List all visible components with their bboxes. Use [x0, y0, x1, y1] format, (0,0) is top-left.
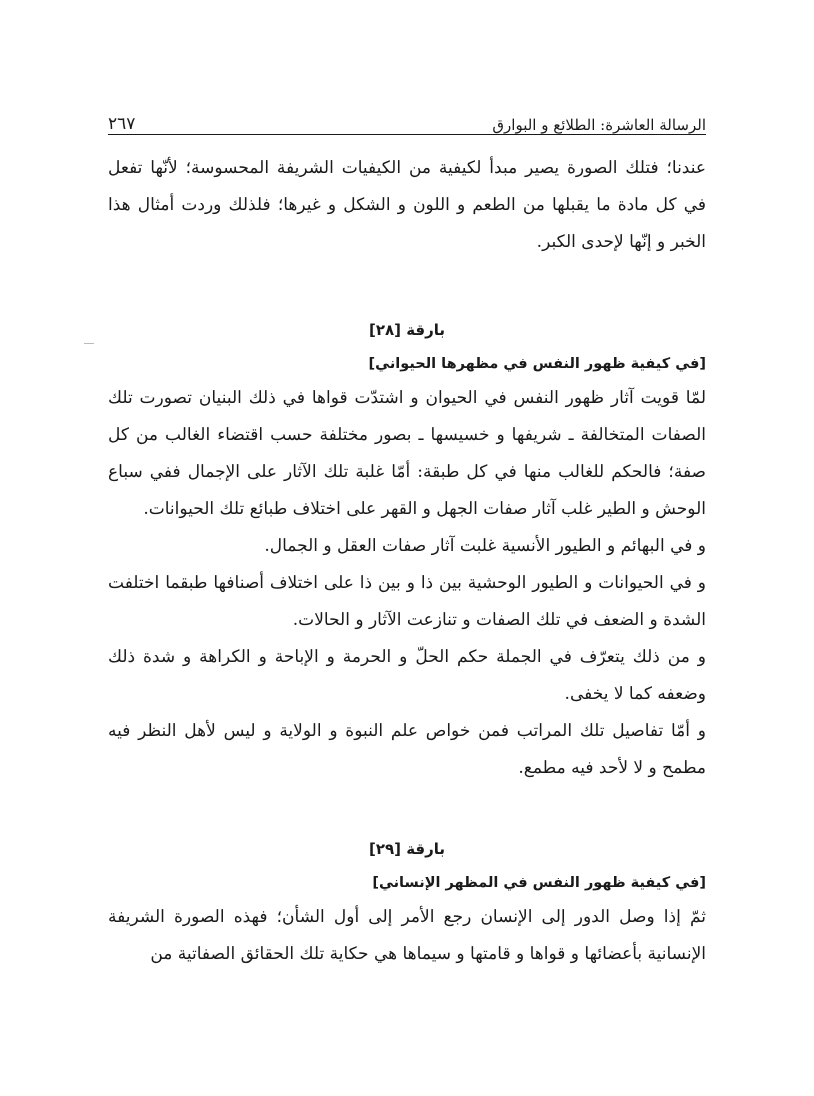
- scan-mark: [84, 343, 94, 348]
- section-28-title: بارقة [٢٨]: [368, 321, 446, 339]
- section-29-paragraph: ثمّ إذا وصل الدور إلى الإنسان رجع الأمر إلى أول الشأن؛ فهذه الصورة الشريفة الإنسانية بأعضائها و قواها و قامتها و سيماها هي حكاية تلك الحقائق الصفاتية من: [108, 907, 706, 964]
- header-rule: [108, 134, 706, 135]
- section-28-paragraph: و في البهائم و الطيور الأنسية غلبت آثار صفات العقل و الجمال.: [264, 536, 706, 556]
- section-28-paragraph: لمّا قويت آثار ظهور النفس في الحيوان و اشتدّت قواها في ذلك البنيان تصورت تلك الصفات المتخالفة ـ شريفها و خسيسها ـ بصور مختلفة حسب اقتضاء الغالب من كل صفة؛ فالحكم للغالب منها في كل طبقة: أمّا غلبة تلك الآثار على الإجمال ففي سباع الوحش و الطير غلب آثار صفات الجهل و القهر على اختلاف طبائع تلك الحيوانات.: [108, 388, 706, 519]
- section-28-paragraph: و أمّا تفاصيل تلك المراتب فمن خواص علم النبوة و الولاية و ليس لأهل النظر فيه مطمح و لا لأحد فيه مطمع.: [108, 721, 706, 778]
- running-header: [108, 104, 706, 134]
- section-28: [108, 316, 706, 787]
- intro-block: [108, 150, 706, 261]
- section-29-title: بارقة [٢٩]: [368, 840, 446, 858]
- section-28-subtitle: [في كيفية ظهور النفس في مظهرها الحيواني]: [368, 356, 706, 372]
- section-29-subtitle: [في كيفية ظهور النفس في المظهر الإنساني]: [372, 875, 706, 891]
- section-28-paragraph: و من ذلك يتعرّف في الجملة حكم الحلّ و الحرمة و الإباحة و الكراهة و شدة ذلك وضعفه كما لا يخفى.: [108, 647, 706, 704]
- running-title: الرسالة العاشرة: الطلائع و البوارق: [492, 116, 706, 134]
- page-number: ٢٦٧: [108, 114, 136, 134]
- section-28-paragraph: و في الحيوانات و الطيور الوحشية بين ذا و بين ذا على اختلاف أصنافها طبقما اختلفت الشدة و الضعف في تلك الصفات و تنازعت الآثار و الحالات.: [108, 573, 706, 630]
- section-29: [108, 835, 706, 973]
- intro-paragraph: عندنا؛ فتلك الصورة يصير مبدأ لكيفية من الكيفيات الشريفة المحسوسة؛ لأنّها تفعل في كل مادة ما يقبلها من الطعم و اللون و الشكل و غيرها؛ فلذلك وردت أمثال هذا الخبر و إنّها لإحدى الكبر.: [108, 158, 706, 252]
